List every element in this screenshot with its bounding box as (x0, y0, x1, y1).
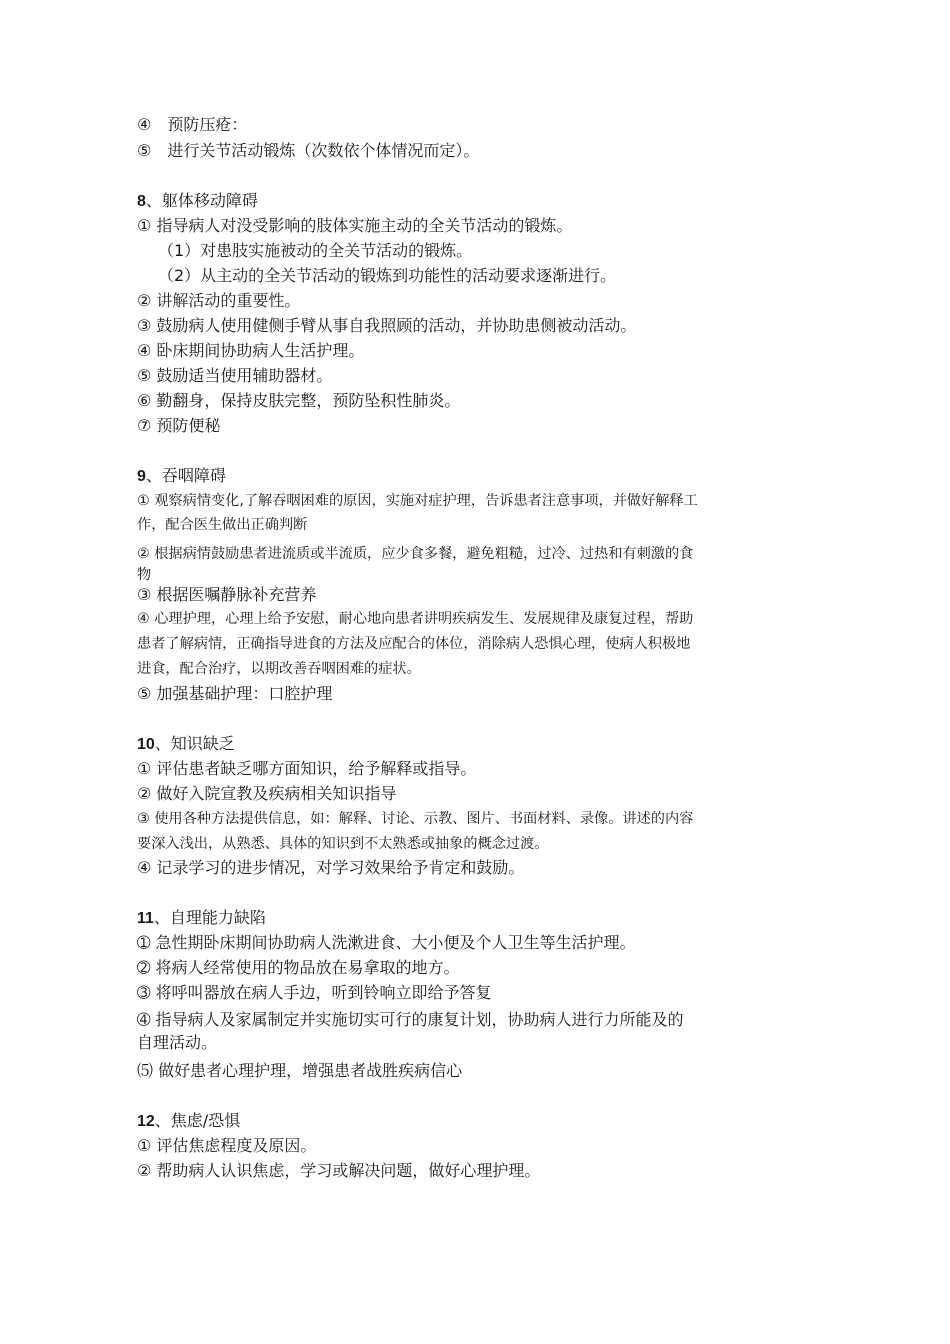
section-heading-10 (137, 734, 235, 755)
list-item: ➁ 将病人经常使用的物品放在易拿取的地方。 (137, 958, 460, 977)
list-item: ⑤ 鼓励适当使用辅助器材。 (137, 366, 333, 385)
list-item: ⑦ 预防便秘 (137, 416, 221, 435)
list-item: ② 根据病情鼓励患者进流质或半流质，应少食多餐，避免粗糙，过冷、过热和有刺激的食 (137, 546, 694, 562)
section-heading-8 (137, 191, 258, 212)
list-item: ① 指导病人对没受影响的肢体实施主动的全关节活动的锻炼。 (137, 216, 573, 235)
list-item: （2）从主动的全关节活动的锻炼到功能性的活动要求逐渐进行。 (158, 266, 617, 285)
list-item: 作，配合医生做出正确判断 (137, 517, 308, 533)
list-item: （1）对患肢实施被动的全关节活动的锻炼。 (158, 241, 473, 260)
section-title: 、知识缺乏 (154, 734, 235, 753)
list-item: ② 做好入院宣教及疾病相关知识指导 (137, 784, 397, 803)
list-item: ④ 卧床期间协助病人生活护理。 (137, 341, 365, 360)
list-item: ④ 预防压疮： (137, 115, 248, 134)
section-title: 、自理能力缺陷 (153, 908, 266, 927)
list-item: 物 (137, 567, 152, 583)
list-item: 自理活动。 (137, 1033, 218, 1052)
list-item: ④ 记录学习的进步情况，对学习效果给予肯定和鼓励。 (137, 858, 525, 877)
list-item: 进食，配合治疗，以期改善吞咽困难的症状。 (137, 661, 421, 677)
section-title: 、吞咽障碍 (145, 466, 226, 485)
section-title: 、焦虑/恐惧 (154, 1111, 241, 1130)
list-item: ③ 鼓励病人使用健侧手臂从事自我照顾的活动，并协助患侧被动活动。 (137, 316, 637, 335)
section-number: 9 (137, 468, 146, 485)
list-item: ③ 使用各种方法提供信息，如：解释、讨论、示教、图片、书面材料、录像。讲述的内容 (137, 811, 694, 827)
list-item: ① 评估焦虑程度及原因。 (137, 1136, 317, 1155)
section-number: 11 (137, 910, 154, 927)
section-number: 10 (137, 736, 155, 753)
list-item: ⑤ 加强基础护理：口腔护理 (137, 684, 333, 703)
list-item: ➀ 急性期卧床期间协助病人洗漱进食、大小便及个人卫生等生活护理。 (137, 933, 636, 952)
list-item: ⑤ 进行关节活动锻炼（次数依个体情况而定）。 (137, 141, 480, 160)
list-item: ➃ 指导病人及家属制定并实施切实可行的康复计划，协助病人进行力所能及的 (137, 1010, 684, 1029)
list-item: ② 帮助病人认识焦虑，学习或解决问题，做好心理护理。 (137, 1161, 541, 1180)
list-item: ② 讲解活动的重要性。 (137, 291, 301, 310)
section-heading-11 (137, 908, 266, 929)
section-heading-9 (137, 466, 226, 487)
section-number: 12 (137, 1113, 155, 1130)
list-item: 要深入浅出，从熟悉、具体的知识到不太熟悉或抽象的概念过渡。 (137, 836, 549, 852)
section-title: 、躯体移动障碍 (145, 191, 258, 210)
list-item: ⑸ 做好患者心理护理，增强患者战胜疾病信心 (137, 1061, 463, 1080)
list-item: ➂ 将呼叫器放在病人手边，听到铃响立即给予答复 (137, 983, 492, 1002)
list-item: ④ 心理护理，心理上给予安慰，耐心地向患者讲明疾病发生、发展规律及康复过程，帮助 (137, 611, 694, 627)
list-item: ③ 根据医嘱静脉补充营养 (137, 585, 317, 604)
list-item: 患者了解病情，正确指导进食的方法及应配合的体位，消除病人恐惧心理，使病人积极地 (137, 636, 691, 652)
section-number: 8 (137, 193, 146, 210)
list-item: ① 观察病情变化,了解吞咽困难的原因，实施对症护理，告诉患者注意事项，并做好解释工 (137, 493, 698, 509)
section-heading-12 (137, 1111, 240, 1132)
list-item: ⑥ 勤翻身，保持皮肤完整，预防坠积性肺炎。 (137, 391, 461, 410)
list-item: ① 评估患者缺乏哪方面知识，给予解释或指导。 (137, 759, 477, 778)
